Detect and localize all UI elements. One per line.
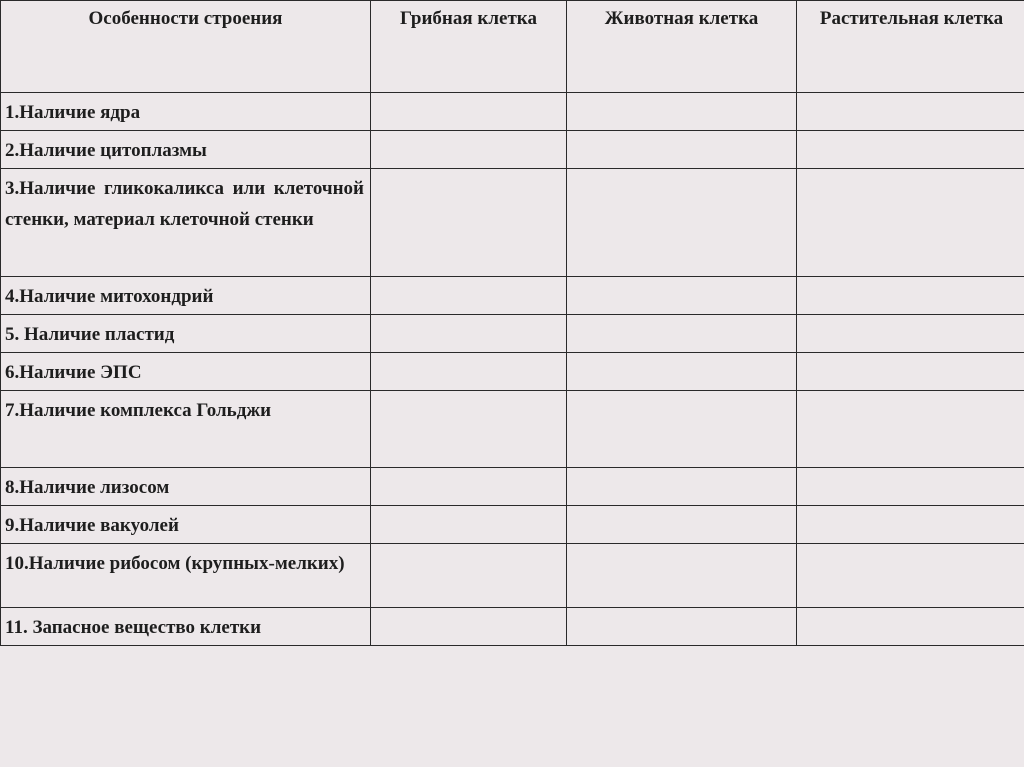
- animal-cell[interactable]: [567, 353, 797, 391]
- animal-cell[interactable]: [567, 608, 797, 646]
- feature-cell: 3.Наличие гликокаликса или клеточной стенки, материал клеточной стенки: [1, 169, 371, 277]
- animal-cell[interactable]: [567, 169, 797, 277]
- fungal-cell[interactable]: [371, 131, 567, 169]
- feature-cell: 6.Наличие ЭПС: [1, 353, 371, 391]
- feature-cell: 9.Наличие вакуолей: [1, 506, 371, 544]
- fungal-cell[interactable]: [371, 506, 567, 544]
- table-row: [1, 391, 1024, 468]
- header-animal-cell: Животная клетка: [567, 1, 797, 93]
- fungal-cell[interactable]: [371, 608, 567, 646]
- feature-cell: 1.Наличие ядра: [1, 93, 371, 131]
- plant-cell[interactable]: [797, 468, 1024, 506]
- animal-cell[interactable]: [567, 506, 797, 544]
- feature-cell: 2.Наличие цитоплазмы: [1, 131, 371, 169]
- plant-cell[interactable]: [797, 353, 1024, 391]
- table-row: [1, 506, 1024, 544]
- fungal-cell[interactable]: [371, 315, 567, 353]
- animal-cell[interactable]: [567, 391, 797, 468]
- plant-cell[interactable]: [797, 93, 1024, 131]
- animal-cell[interactable]: [567, 315, 797, 353]
- animal-cell[interactable]: [567, 131, 797, 169]
- feature-cell: 11. Запасное вещество клетки: [1, 608, 371, 646]
- header-plant-cell: Растительная клетка: [797, 1, 1024, 93]
- plant-cell[interactable]: [797, 315, 1024, 353]
- header-features: Особенности строения: [1, 1, 371, 93]
- table-row: [1, 468, 1024, 506]
- plant-cell[interactable]: [797, 506, 1024, 544]
- animal-cell[interactable]: [567, 93, 797, 131]
- fungal-cell[interactable]: [371, 277, 567, 315]
- plant-cell[interactable]: [797, 169, 1024, 277]
- plant-cell[interactable]: [797, 391, 1024, 468]
- fungal-cell[interactable]: [371, 169, 567, 277]
- animal-cell[interactable]: [567, 468, 797, 506]
- fungal-cell[interactable]: [371, 468, 567, 506]
- plant-cell[interactable]: [797, 131, 1024, 169]
- feature-cell: 8.Наличие лизосом: [1, 468, 371, 506]
- animal-cell[interactable]: [567, 544, 797, 608]
- feature-cell: 7.Наличие комплекса Гольджи: [1, 391, 371, 468]
- fungal-cell[interactable]: [371, 544, 567, 608]
- table-row: [1, 277, 1024, 315]
- fungal-cell[interactable]: [371, 391, 567, 468]
- feature-cell: 10.Наличие рибосом (крупных-мелких): [1, 544, 371, 608]
- fungal-cell[interactable]: [371, 93, 567, 131]
- plant-cell[interactable]: [797, 277, 1024, 315]
- table-header-row: [1, 1, 1024, 93]
- animal-cell[interactable]: [567, 277, 797, 315]
- table-row: [1, 131, 1024, 169]
- table-row: [1, 544, 1024, 608]
- table-row: [1, 93, 1024, 131]
- table-row: [1, 315, 1024, 353]
- header-fungal-cell: Грибная клетка: [371, 1, 567, 93]
- feature-cell: 5. Наличие пластид: [1, 315, 371, 353]
- fungal-cell[interactable]: [371, 353, 567, 391]
- plant-cell[interactable]: [797, 544, 1024, 608]
- feature-cell: 4.Наличие митохондрий: [1, 277, 371, 315]
- table-row: [1, 608, 1024, 646]
- table-row: [1, 169, 1024, 277]
- table-row: [1, 353, 1024, 391]
- plant-cell[interactable]: [797, 608, 1024, 646]
